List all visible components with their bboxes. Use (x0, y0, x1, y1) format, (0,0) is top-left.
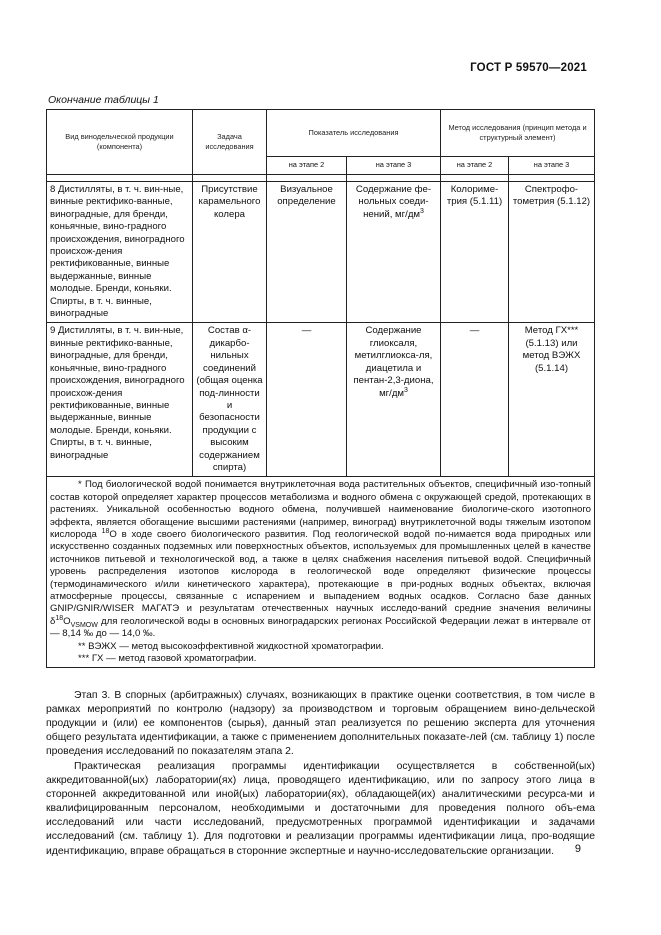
note-gc: *** ГХ — метод газовой хроматографии. (78, 653, 257, 665)
header-indicator-stage2: на этапе 2 (267, 157, 347, 175)
row8-task: Присутствие карамельного колера (193, 182, 267, 323)
row9-indicator-stage2: — (267, 323, 347, 477)
row8-method-stage2: Колориме-трия (5.1.11) (441, 182, 509, 323)
standard-number: ГОСТ Р 59570—2021 (470, 62, 587, 74)
body-paragraph-implementation: Практическая реализация программы идентификации осуществляется в собственной(ых) аккредитованной(ых) лаборатории(ях) лица, проводящего идентификацию, или по запросу этого лица в сторонней аккредитованной или иной(ых) лаборатории(ях), обладающей(их) аналитическими ресурса-ми и квалифицированным персоналом, необходимыми и достаточными для проведения полного объ-ема исследований или части исследований, предусмотренных программой идентификации и задачами исследований (см. таблицу 1). Для подготовки и реализации программы идентификации лица, про-водящие идентификацию, вправе обращаться в сторонние экспертные и научно-исследовательские организации. (46, 761, 595, 857)
row9-task: Состав α-дикарбо-нильных соединений (общая оценка под-линности и безопасности продукции с высоким содержанием спирта) (193, 323, 267, 477)
header-indicator-stage3: на этапе 3 (347, 157, 441, 175)
page-number: 9 (574, 843, 581, 855)
row9-method-stage2: — (441, 323, 509, 477)
table-row (47, 323, 595, 477)
header-method-stage3: на этапе 3 (509, 157, 595, 175)
row8-indicator-stage2: Визуальное определение (267, 182, 347, 323)
note-hplc: ** ВЭЖХ — метод высокоэффективной жидкостной хроматографии. (78, 640, 384, 652)
row9-indicator-stage3: Содержание глиоксаля, метилглиокса-ля, диацетила и пентан-2,3-диона, $мг/дм^3$ (347, 323, 441, 477)
header-task: Задача исследования (193, 110, 267, 175)
row8-method-stage3: Спектрофо-тометрия (5.1.12) (509, 182, 595, 323)
row9-product: 9 Дистилляты, в т. ч. вин-ные, винные ректифико-ванные, виноградные, для бренди, коньячные, вино-градного происхождения, виноградного происхож-дения ректификованные, винные выдержанные, винные молодые. Бренди, коньяки. Спирты, в т. ч. винные, виноградные (47, 323, 193, 477)
table-caption: Окончание таблицы 1 (48, 94, 159, 106)
row8-indicator-stage3: Содержание фе-нольных соеди-нений, $мг/дм^3$ (347, 182, 441, 323)
table-row (47, 182, 595, 323)
row9-method-stage3: Метод ГХ*** (5.1.13) или метод ВЭЖХ (5.1.14) (509, 323, 595, 477)
header-product: Вид винодельческой продукции (компонента) (47, 110, 193, 175)
note-biological-water: * Под биологической водой понимается внутриклеточная вода растительных объектов, специфичный изо-топный состав которой определяет характер процессов метаболизма и водного обмена с окружающей средой, протекающих в растениях. Уникальной особенностью водного обмена, получившей наименование биологиче-ского изотопного эффекта, является обогащение высшими растениями (например, виноград) внутриклеточной воды тяжелым изотопом кислорода $^{18}$O в ходе своего биологического развития. Под геологической водой по-нимается вода природных или искусственно созданных подземных или поверхностных объектов, используемых для промышленных целей в качестве источников питьевой и технологической вод, а также в целях снабжения населения питьевой водой. Специфичный уровень распределения изотопов кислорода в геологической воде определяют физические процессы (термодинамического и/или кинетического характера), протекающие в при-родных водных объектах, включая атмосферные процессы, связанные с испарением и выпадением водных осадков. Согласно базе данных GNIP/GNIR/WISER МАГАТЭ и результатам отечественных научных исследо-ваний средние значения величины $\delta^{18}O_{VSMOW}$ для геологической воды в основных виноградарских регионах Российской Федерации лежат в интервале от — 8,14 ‰ до — 14,0 ‰. (50, 479, 592, 640)
table-notes (47, 477, 595, 668)
table-1 (46, 109, 595, 668)
body-paragraph-stage3: Этап 3. В спорных (арбитражных) случаях, возникающих в практике оценки соответствия, в том числе в рамках мероприятий по контролю (надзору) за производством и торговым обращением вино-дельческой продукции и (или) ее компонентов (сырья), данный этап реализуется по решению эксперта для уточнения общего результата идентификации, а также с применением дополнительных показате-лей (см. таблицу 1) после проведения исследований по показателям этапа 2. (46, 690, 595, 758)
header-indicator: Показатель исследования (267, 110, 441, 157)
header-method: Метод исследования (принцип метода и структурный элемент) (441, 110, 595, 157)
header-method-stage2: на этапе 2 (441, 157, 509, 175)
row8-product: 8 Дистилляты, в т. ч. вин-ные, винные ректифико-ванные, виноградные, для бренди, коньячные, вино-градного происхождения, виноградного происхож-дения ректификованные, винные выдержанные, винные молодые. Бренди, коньяки. Спирты, в т. ч. винные, виноградные (47, 182, 193, 323)
